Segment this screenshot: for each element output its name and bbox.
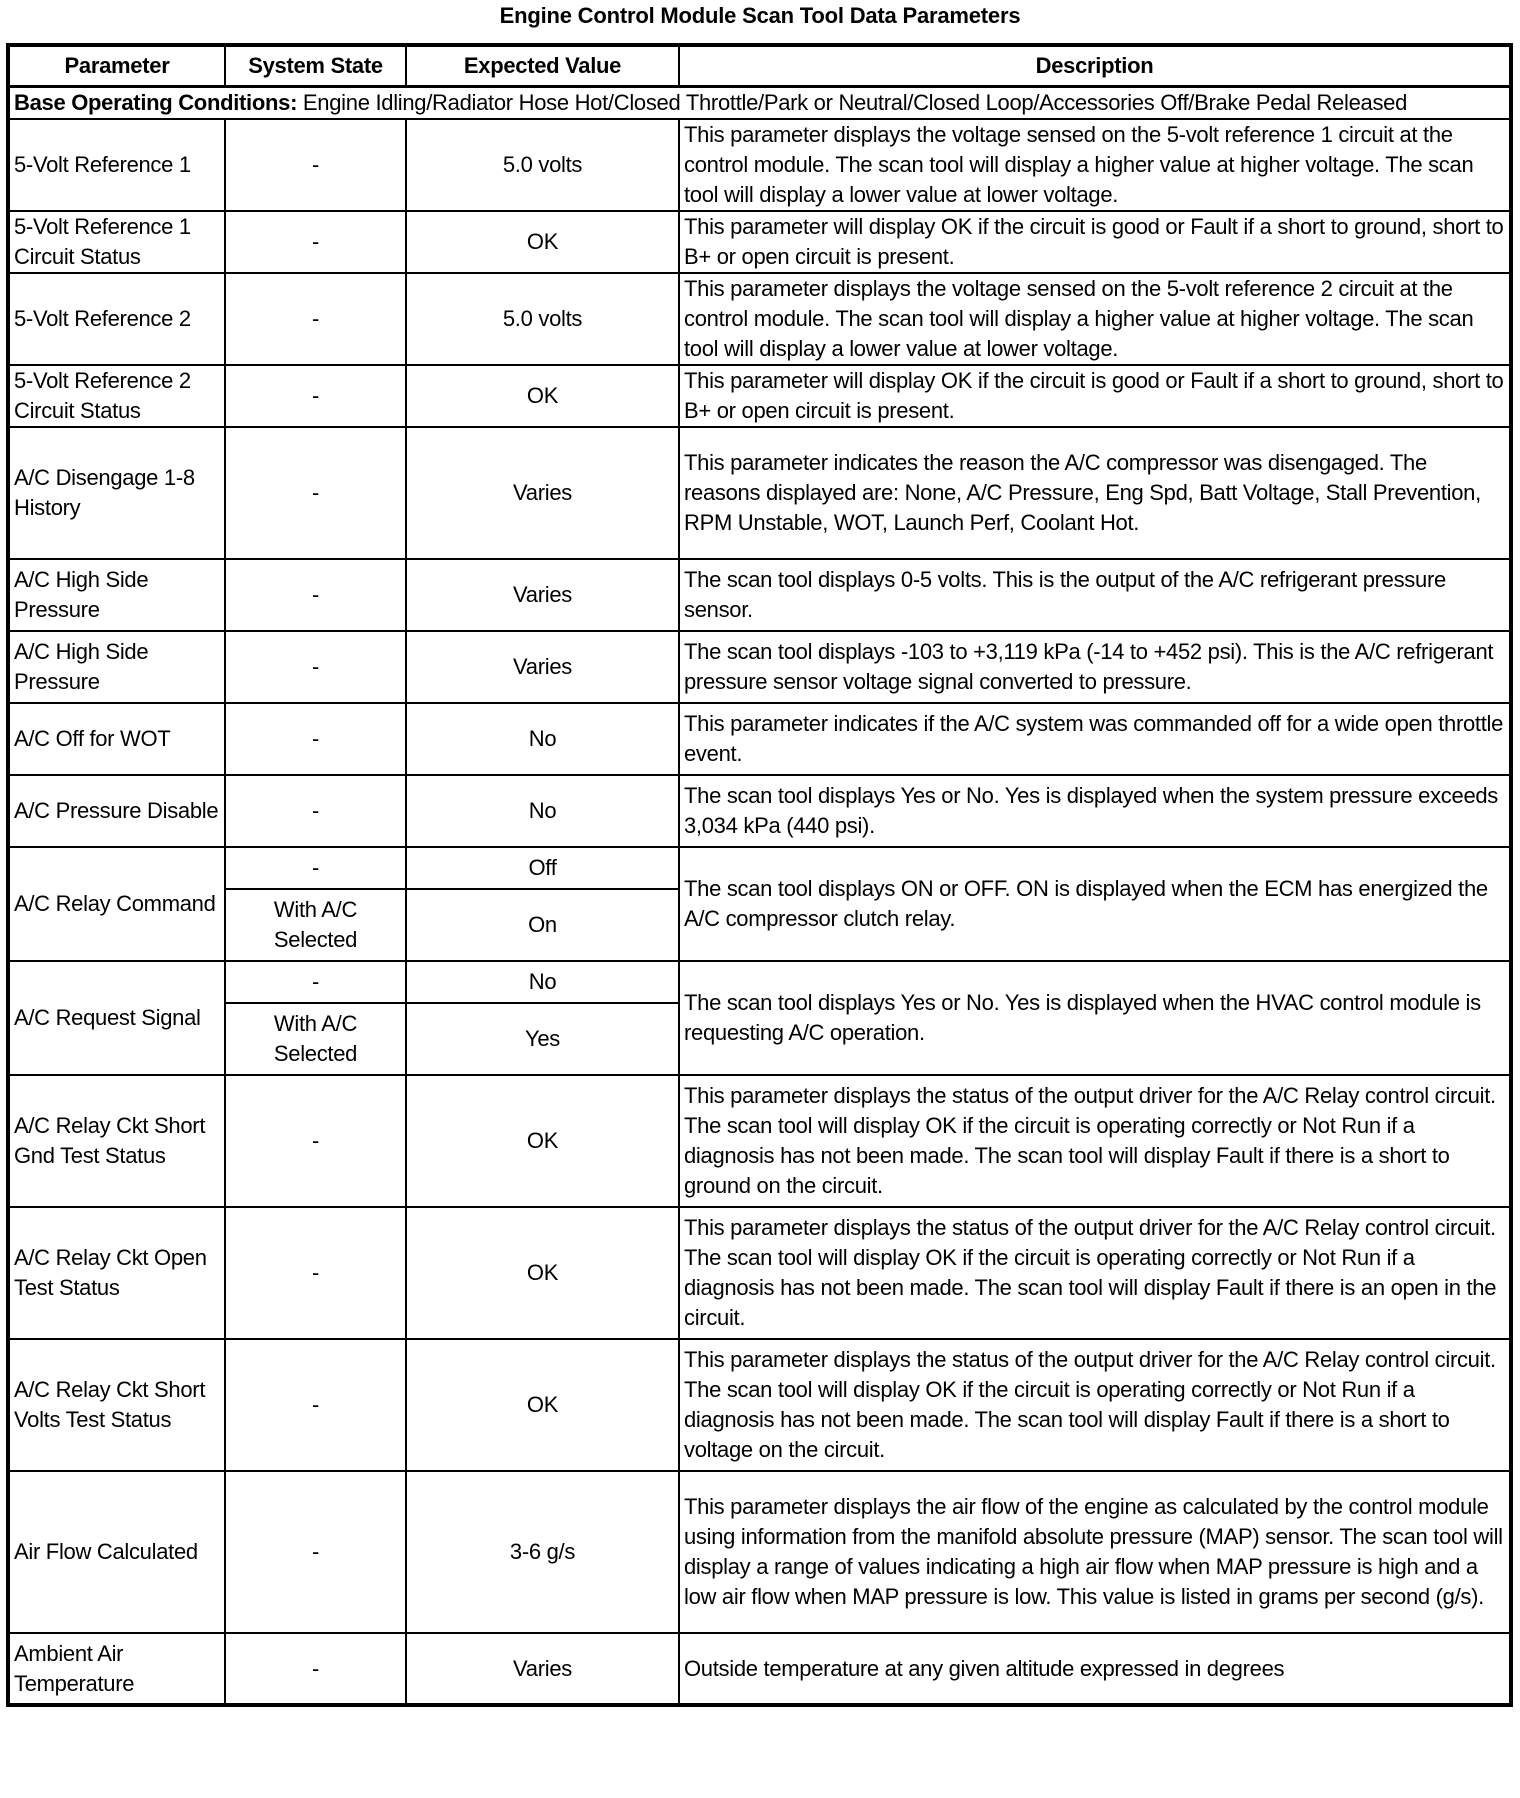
description-cell: The scan tool displays Yes or No. Yes is displayed when the system pressure exceeds 3,034 kPa (440 psi).	[679, 775, 1511, 847]
system-state-cell: -	[225, 365, 406, 427]
expected-value-cell: OK	[406, 1207, 679, 1339]
scan-tool-parameters-table	[6, 43, 1513, 1707]
description-cell: This parameter displays the status of the output driver for the A/C Relay control circuit. The scan tool will display OK if the circuit is operating correctly or Not Run if a diagnosis has not been made. The scan tool will display Fault if there is an open in the circuit.	[679, 1207, 1511, 1339]
system-state-cell: -	[225, 1207, 406, 1339]
system-state-cell: -	[225, 211, 406, 273]
parameter-cell: A/C Disengage 1-8 History	[8, 427, 225, 559]
table-row	[8, 1633, 1511, 1705]
expected-value-cell: Yes	[406, 1003, 679, 1075]
table-row	[8, 703, 1511, 775]
description-cell: The scan tool displays ON or OFF. ON is displayed when the ECM has energized the A/C compressor clutch relay.	[679, 847, 1511, 961]
system-state-cell: -	[225, 1075, 406, 1207]
table-row	[8, 211, 1511, 273]
table-row	[8, 1339, 1511, 1471]
parameter-cell: A/C Relay Ckt Short Volts Test Status	[8, 1339, 225, 1471]
expected-value-cell: Varies	[406, 427, 679, 559]
system-state-cell: -	[225, 1471, 406, 1633]
parameter-cell: 5-Volt Reference 1 Circuit Status	[8, 211, 225, 273]
base-conditions-row	[8, 87, 1511, 120]
system-state-cell: -	[225, 961, 406, 1003]
expected-value-cell: 5.0 volts	[406, 273, 679, 365]
parameter-cell: A/C Relay Ckt Short Gnd Test Status	[8, 1075, 225, 1207]
parameter-cell: 5-Volt Reference 2 Circuit Status	[8, 365, 225, 427]
table-row	[8, 1471, 1511, 1633]
system-state-cell: -	[225, 847, 406, 889]
description-cell: The scan tool displays Yes or No. Yes is displayed when the HVAC control module is requesting A/C operation.	[679, 961, 1511, 1075]
parameter-cell: A/C Request Signal	[8, 961, 225, 1075]
description-cell: The scan tool displays -103 to +3,119 kPa (-14 to +452 psi). This is the A/C refrigerant pressure sensor voltage signal converted to pressure.	[679, 631, 1511, 703]
description-cell: This parameter displays the voltage sensed on the 5-volt reference 1 circuit at the control module. The scan tool will display a higher value at higher voltage. The scan tool will display a lower value at lower voltage.	[679, 119, 1511, 211]
table-row	[8, 1207, 1511, 1339]
description-cell: This parameter displays the air flow of the engine as calculated by the control module using information from the manifold absolute pressure (MAP) sensor. The scan tool will display a range of values indicating a high air flow when MAP pressure is high and a low air flow when MAP pressure is low. This value is listed in grams per second (g/s).	[679, 1471, 1511, 1633]
system-state-cell: -	[225, 631, 406, 703]
table-row	[8, 273, 1511, 365]
expected-value-cell: Varies	[406, 559, 679, 631]
parameter-cell: A/C High Side Pressure	[8, 559, 225, 631]
base-conditions-label: Base Operating Conditions:	[14, 90, 298, 115]
system-state-cell: -	[225, 1339, 406, 1471]
expected-value-cell: No	[406, 703, 679, 775]
system-state-cell: -	[225, 273, 406, 365]
table-row	[8, 961, 1511, 1003]
parameter-cell: A/C Pressure Disable	[8, 775, 225, 847]
parameter-cell: A/C Relay Command	[8, 847, 225, 961]
table-row	[8, 365, 1511, 427]
document-title: Engine Control Module Scan Tool Data Parameters	[499, 3, 1021, 28]
expected-value-cell: No	[406, 961, 679, 1003]
table-row	[8, 559, 1511, 631]
description-cell: This parameter indicates the reason the A/C compressor was disengaged. The reasons displayed are: None, A/C Pressure, Eng Spd, Batt Voltage, Stall Prevention, RPM Unstable, WOT, Launch Perf, Coolant Hot.	[679, 427, 1511, 559]
table-row	[8, 847, 1511, 889]
table-header-row	[8, 45, 1511, 87]
expected-value-cell: OK	[406, 1075, 679, 1207]
system-state-cell: -	[225, 427, 406, 559]
parameter-cell: Ambient Air Temperature	[8, 1633, 225, 1705]
description-cell: This parameter displays the status of the output driver for the A/C Relay control circuit. The scan tool will display OK if the circuit is operating correctly or Not Run if a diagnosis has not been made. The scan tool will display Fault if there is a short to ground on the circuit.	[679, 1075, 1511, 1207]
expected-value-cell: Varies	[406, 631, 679, 703]
description-cell: This parameter displays the status of the output driver for the A/C Relay control circuit. The scan tool will display OK if the circuit is operating correctly or Not Run if a diagnosis has not been made. The scan tool will display Fault if there is a short to voltage on the circuit.	[679, 1339, 1511, 1471]
parameter-cell: A/C Off for WOT	[8, 703, 225, 775]
system-state-cell: -	[225, 119, 406, 211]
expected-value-cell: OK	[406, 1339, 679, 1471]
base-conditions-cell	[8, 87, 1511, 120]
base-conditions-text: Engine Idling/Radiator Hose Hot/Closed Throttle/Park or Neutral/Closed Loop/Accessories Off/Brake Pedal Released	[297, 90, 1408, 115]
description-cell: This parameter displays the voltage sensed on the 5-volt reference 2 circuit at the control module. The scan tool will display a higher value at higher voltage. The scan tool will display a lower value at lower voltage.	[679, 273, 1511, 365]
expected-value-cell: 3-6 g/s	[406, 1471, 679, 1633]
table-row	[8, 775, 1511, 847]
expected-value-cell: No	[406, 775, 679, 847]
description-cell: This parameter will display OK if the circuit is good or Fault if a short to ground, short to B+ or open circuit is present.	[679, 211, 1511, 273]
system-state-cell: With A/C Selected	[225, 1003, 406, 1075]
column-header-description: Description	[679, 45, 1511, 87]
system-state-cell: -	[225, 775, 406, 847]
table-row	[8, 427, 1511, 559]
parameter-cell: A/C High Side Pressure	[8, 631, 225, 703]
description-cell: The scan tool displays 0-5 volts. This is the output of the A/C refrigerant pressure sensor.	[679, 559, 1511, 631]
parameter-cell: A/C Relay Ckt Open Test Status	[8, 1207, 225, 1339]
column-header-system-state: System State	[225, 45, 406, 87]
system-state-cell: -	[225, 703, 406, 775]
system-state-cell: -	[225, 1633, 406, 1705]
parameter-cell: Air Flow Calculated	[8, 1471, 225, 1633]
table-row	[8, 631, 1511, 703]
parameter-cell: 5-Volt Reference 2	[8, 273, 225, 365]
description-cell: Outside temperature at any given altitude expressed in degrees	[679, 1633, 1511, 1705]
column-header-parameter: Parameter	[8, 45, 225, 87]
description-cell: This parameter indicates if the A/C system was commanded off for a wide open throttle event.	[679, 703, 1511, 775]
table-row	[8, 119, 1511, 211]
parameter-cell: 5-Volt Reference 1	[8, 119, 225, 211]
expected-value-cell: Varies	[406, 1633, 679, 1705]
system-state-cell: With A/C Selected	[225, 889, 406, 961]
expected-value-cell: Off	[406, 847, 679, 889]
table-row	[8, 1075, 1511, 1207]
expected-value-cell: OK	[406, 365, 679, 427]
description-cell: This parameter will display OK if the circuit is good or Fault if a short to ground, short to B+ or open circuit is present.	[679, 365, 1511, 427]
system-state-cell: -	[225, 559, 406, 631]
column-header-expected-value: Expected Value	[406, 45, 679, 87]
expected-value-cell: 5.0 volts	[406, 119, 679, 211]
expected-value-cell: On	[406, 889, 679, 961]
expected-value-cell: OK	[406, 211, 679, 273]
